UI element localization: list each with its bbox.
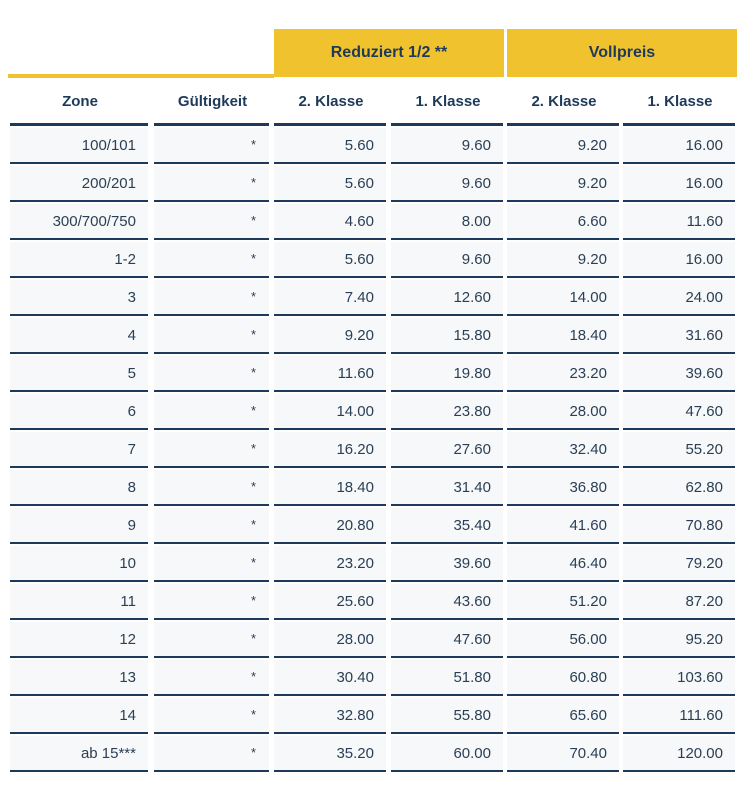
cell-full-1st: 16.00 xyxy=(623,128,735,164)
cell-reduced-1st: 23.80 xyxy=(391,394,503,430)
cell-full-2nd: 51.20 xyxy=(507,584,619,620)
cell-reduced-1st: 8.00 xyxy=(391,204,503,240)
cell-full-1st: 55.20 xyxy=(623,432,735,468)
cell-reduced-2nd: 5.60 xyxy=(274,128,386,164)
col-header-zone: Zone xyxy=(62,92,98,110)
cell-full-2nd: 70.40 xyxy=(507,736,619,772)
cell-full-1st: 62.80 xyxy=(623,470,735,506)
cell-validity: * xyxy=(154,698,269,734)
cell-validity: * xyxy=(154,660,269,696)
cell-validity: * xyxy=(154,432,269,468)
cell-validity: * xyxy=(154,204,269,240)
cell-reduced-1st: 43.60 xyxy=(391,584,503,620)
cell-reduced-2nd: 4.60 xyxy=(274,204,386,240)
col-header-validity: Gültigkeit xyxy=(177,92,248,110)
cell-validity: * xyxy=(154,166,269,202)
col-header-reduced-2nd: 2. Klasse xyxy=(298,92,364,110)
cell-full-2nd: 6.60 xyxy=(507,204,619,240)
cell-validity: * xyxy=(154,242,269,278)
cell-full-1st: 95.20 xyxy=(623,622,735,658)
cell-reduced-1st: 19.80 xyxy=(391,356,503,392)
cell-full-2nd: 41.60 xyxy=(507,508,619,544)
cell-full-2nd: 46.40 xyxy=(507,546,619,582)
header-divider xyxy=(154,123,269,126)
cell-reduced-1st: 35.40 xyxy=(391,508,503,544)
cell-full-1st: 79.20 xyxy=(623,546,735,582)
cell-reduced-1st: 9.60 xyxy=(391,166,503,202)
cell-validity: * xyxy=(154,546,269,582)
cell-zone: 200/201 xyxy=(10,166,148,202)
cell-full-2nd: 9.20 xyxy=(507,128,619,164)
cell-zone: 13 xyxy=(10,660,148,696)
group-header-full-price: Vollpreis xyxy=(507,29,737,77)
cell-validity: * xyxy=(154,280,269,316)
cell-reduced-1st: 31.40 xyxy=(391,470,503,506)
cell-full-1st: 16.00 xyxy=(623,242,735,278)
cell-reduced-2nd: 30.40 xyxy=(274,660,386,696)
group-header-reduced: Reduziert 1/2 ** xyxy=(274,29,504,77)
cell-full-1st: 16.00 xyxy=(623,166,735,202)
cell-full-2nd: 9.20 xyxy=(507,166,619,202)
cell-reduced-2nd: 18.40 xyxy=(274,470,386,506)
cell-zone: 6 xyxy=(10,394,148,430)
header-divider xyxy=(623,123,735,126)
cell-full-2nd: 9.20 xyxy=(507,242,619,278)
cell-zone: 7 xyxy=(10,432,148,468)
cell-reduced-1st: 39.60 xyxy=(391,546,503,582)
cell-zone: 5 xyxy=(10,356,148,392)
cell-reduced-2nd: 11.60 xyxy=(274,356,386,392)
cell-reduced-1st: 60.00 xyxy=(391,736,503,772)
cell-zone: 11 xyxy=(10,584,148,620)
cell-validity: * xyxy=(154,470,269,506)
cell-reduced-2nd: 9.20 xyxy=(274,318,386,354)
header-divider xyxy=(10,123,148,126)
cell-full-2nd: 18.40 xyxy=(507,318,619,354)
cell-reduced-1st: 12.60 xyxy=(391,280,503,316)
cell-reduced-1st: 9.60 xyxy=(391,242,503,278)
cell-full-1st: 47.60 xyxy=(623,394,735,430)
cell-zone: 300/700/750 xyxy=(10,204,148,240)
header-divider xyxy=(391,123,503,126)
cell-zone: 100/101 xyxy=(10,128,148,164)
cell-zone: 4 xyxy=(10,318,148,354)
cell-validity: * xyxy=(154,584,269,620)
cell-reduced-2nd: 20.80 xyxy=(274,508,386,544)
cell-validity: * xyxy=(154,356,269,392)
cell-full-2nd: 36.80 xyxy=(507,470,619,506)
cell-zone: 8 xyxy=(10,470,148,506)
cell-reduced-2nd: 35.20 xyxy=(274,736,386,772)
col-header-reduced-1st: 1. Klasse xyxy=(415,92,481,110)
cell-full-1st: 87.20 xyxy=(623,584,735,620)
cell-full-2nd: 65.60 xyxy=(507,698,619,734)
cell-validity: * xyxy=(154,128,269,164)
header-divider xyxy=(274,123,386,126)
cell-validity: * xyxy=(154,622,269,658)
cell-full-1st: 24.00 xyxy=(623,280,735,316)
cell-full-1st: 39.60 xyxy=(623,356,735,392)
cell-zone: ab 15*** xyxy=(10,736,148,772)
cell-zone: 14 xyxy=(10,698,148,734)
cell-zone: 10 xyxy=(10,546,148,582)
cell-reduced-1st: 15.80 xyxy=(391,318,503,354)
cell-reduced-2nd: 7.40 xyxy=(274,280,386,316)
header-divider xyxy=(507,123,619,126)
col-header-full-2nd: 2. Klasse xyxy=(531,92,597,110)
cell-validity: * xyxy=(154,736,269,772)
col-header-full-1st: 1. Klasse xyxy=(647,92,713,110)
cell-full-1st: 120.00 xyxy=(623,736,735,772)
cell-zone: 12 xyxy=(10,622,148,658)
cell-reduced-2nd: 25.60 xyxy=(274,584,386,620)
cell-full-1st: 111.60 xyxy=(623,698,735,734)
cell-full-1st: 70.80 xyxy=(623,508,735,544)
cell-validity: * xyxy=(154,394,269,430)
cell-reduced-2nd: 14.00 xyxy=(274,394,386,430)
cell-full-2nd: 14.00 xyxy=(507,280,619,316)
cell-reduced-1st: 55.80 xyxy=(391,698,503,734)
cell-full-2nd: 32.40 xyxy=(507,432,619,468)
cell-full-2nd: 23.20 xyxy=(507,356,619,392)
cell-full-2nd: 56.00 xyxy=(507,622,619,658)
cell-reduced-2nd: 5.60 xyxy=(274,242,386,278)
cell-reduced-2nd: 16.20 xyxy=(274,432,386,468)
cell-validity: * xyxy=(154,508,269,544)
cell-full-2nd: 60.80 xyxy=(507,660,619,696)
cell-reduced-2nd: 28.00 xyxy=(274,622,386,658)
cell-zone: 9 xyxy=(10,508,148,544)
cell-full-2nd: 28.00 xyxy=(507,394,619,430)
cell-reduced-2nd: 32.80 xyxy=(274,698,386,734)
cell-full-1st: 103.60 xyxy=(623,660,735,696)
cell-zone: 1-2 xyxy=(10,242,148,278)
cell-reduced-1st: 51.80 xyxy=(391,660,503,696)
cell-reduced-1st: 27.60 xyxy=(391,432,503,468)
cell-reduced-2nd: 23.20 xyxy=(274,546,386,582)
cell-validity: * xyxy=(154,318,269,354)
cell-reduced-2nd: 5.60 xyxy=(274,166,386,202)
cell-zone: 3 xyxy=(10,280,148,316)
cell-full-1st: 11.60 xyxy=(623,204,735,240)
cell-reduced-1st: 9.60 xyxy=(391,128,503,164)
cell-full-1st: 31.60 xyxy=(623,318,735,354)
cell-reduced-1st: 47.60 xyxy=(391,622,503,658)
